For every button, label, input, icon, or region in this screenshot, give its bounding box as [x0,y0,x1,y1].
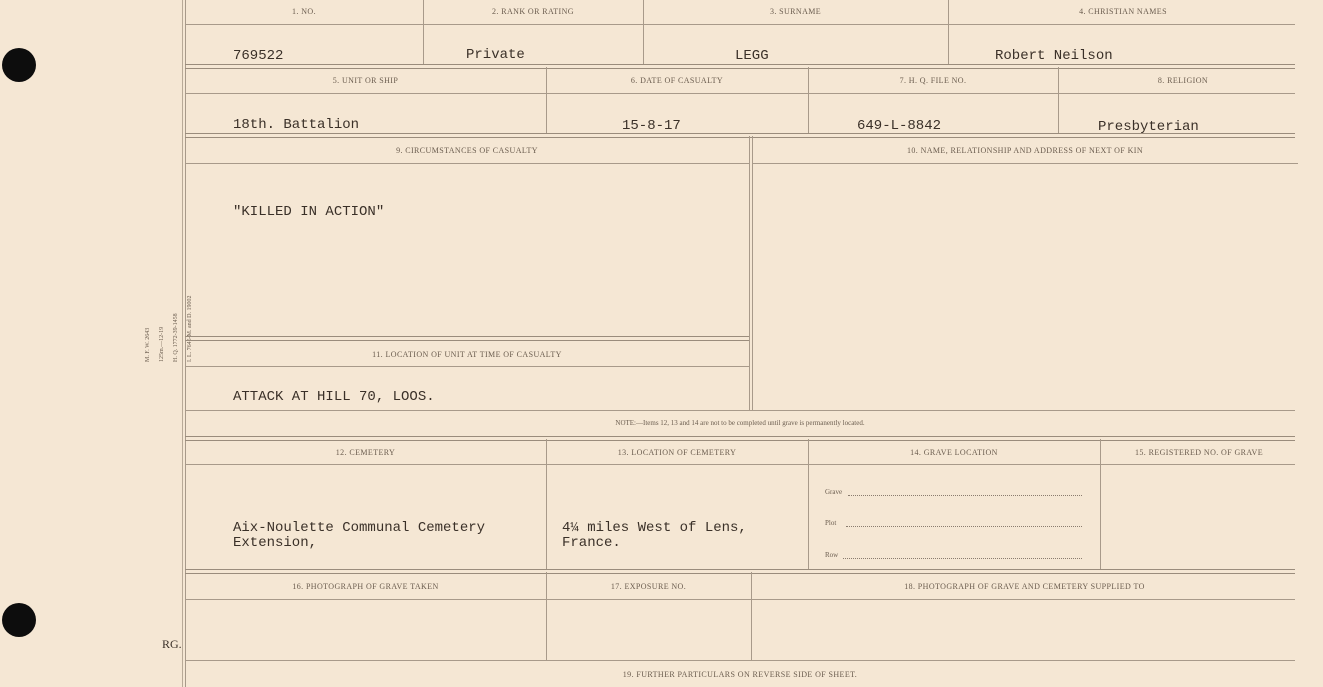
header-exposure-no: 17. EXPOSURE NO. [610,582,687,591]
location-unit-header-line [185,366,749,367]
value-surname: LEGG [735,48,769,64]
header-registered-no: 15. REGISTERED NO. OF GRAVE [1135,448,1263,457]
side-note-line-3: H. Q. 1772-39-1458 [173,313,179,362]
header-photo-supplied: 18. PHOTOGRAPH OF GRAVE AND CEMETERY SUPPLIED TO [904,582,1145,591]
value-cemetery-line-2: Extension, [233,535,318,551]
header-no: 1. NO. [292,7,316,16]
plot-dots [846,526,1082,527]
row1-header-line [185,24,1295,25]
punch-hole-top [2,48,36,82]
header-location-cemetery: 13. LOCATION OF CEMETERY [617,448,737,457]
row5-bottom-line [185,660,1295,661]
header-location-unit: 11. LOCATION OF UNIT AT TIME OF CASUALTY [372,350,562,359]
side-note-line-1: M. F. W. 2643 [145,327,151,362]
row4-divider-1 [546,439,547,569]
circumstances-header-line [185,163,749,164]
value-unit: 18th. Battalion [233,117,360,133]
header-religion: 8. RELIGION [1157,76,1209,85]
value-cemetery-line-1: Aix-Noulette Communal Cemetery [233,520,486,536]
value-rank: Private [466,47,525,63]
row4-bottom-line [185,569,1295,574]
row4-header-line [185,464,1295,465]
row1-bottom-line [185,64,1295,69]
plot-label: Plot [825,519,837,527]
row2-header-line [185,93,1295,94]
note-top-line [185,410,1295,411]
header-date: 6. DATE OF CASUALTY [630,76,724,85]
header-rank: 2. RANK OR RATING [492,7,574,16]
value-file-no: 649-L-8842 [857,118,942,134]
row-label: Row [825,551,839,559]
side-note-line-4: I. L. 7645-M. and D. 19002 [187,295,193,362]
location-unit-top-line [185,336,749,341]
row-dots [843,558,1082,559]
header-file-no: 7. H. Q. FILE NO. [899,76,967,85]
header-next-of-kin: 10. NAME, RELATIONSHIP AND ADDRESS OF NEXT OF KIN [906,146,1144,155]
row4-divider-3 [1100,439,1101,569]
value-no: 769522 [233,48,284,64]
side-note-line-2: 125m.—12-19 [159,326,165,362]
row3-divider-b [752,136,753,410]
grave-label: Grave [825,488,843,496]
grave-dots [848,495,1082,496]
row4-divider-2 [808,439,809,569]
value-location-cemetery-line-1: 4¼ miles West of Lens, [562,520,747,536]
note-bottom-line [185,436,1295,441]
header-christian-names: 4. CHRISTIAN NAMES [1079,7,1167,16]
row3-divider [749,136,750,410]
footer-further-particulars: 19. FURTHER PARTICULARS ON REVERSE SIDE OF SHEET. [622,670,858,679]
next-of-kin-header-line [752,163,1298,164]
header-cemetery: 12. CEMETERY [335,448,396,457]
note-text: NOTE:—Items 12, 13 and 14 are not to be completed until grave is permanently located. [615,419,865,427]
header-photo-taken: 16. PHOTOGRAPH OF GRAVE TAKEN [292,582,439,591]
value-date: 15-8-17 [622,118,681,134]
punch-hole-bottom [2,603,36,637]
value-location-unit: ATTACK AT HILL 70, LOOS. [233,389,435,405]
header-grave-location: 14. GRAVE LOCATION [910,448,998,457]
value-circumstances: "KILLED IN ACTION" [233,204,385,220]
header-circumstances: 9. CIRCUMSTANCES OF CASUALTY [396,146,538,155]
margin-mark: RG. [162,637,182,651]
value-christian-names: Robert Neilson [995,48,1113,64]
header-unit: 5. UNIT OR SHIP [332,76,399,85]
value-religion: Presbyterian [1098,119,1199,135]
row5-header-line [185,599,1295,600]
header-surname: 3. SURNAME [769,7,822,16]
value-location-cemetery-line-2: France. [562,535,621,551]
